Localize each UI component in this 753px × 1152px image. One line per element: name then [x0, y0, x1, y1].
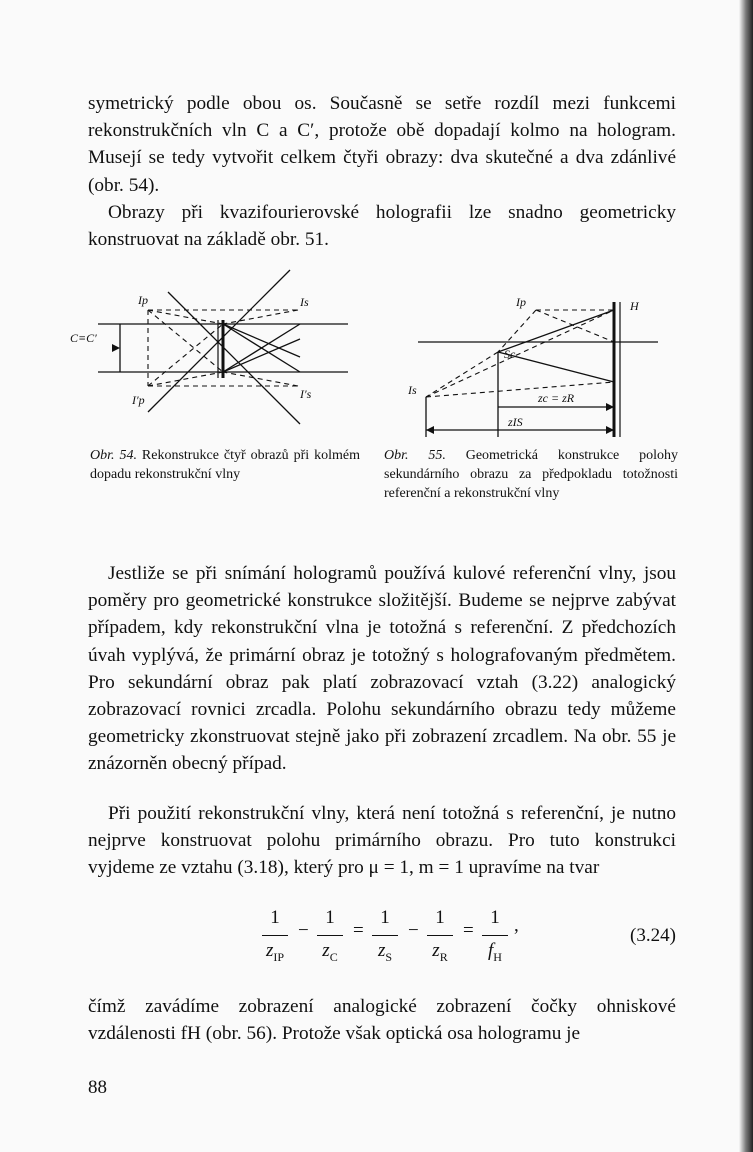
fraction-1-fh: 1 $f_H$	[480, 905, 510, 966]
minus-sign: −	[408, 920, 419, 941]
fig54-label-is: Is	[300, 295, 309, 309]
paragraph-4: Při použití rekonstrukční vlny, která není totožná s referenční, je nutno nejprve konstruovat polohu primárního obrazu. Pro tuto konstrukci vyjdeme ze vztahu (3.18), který pro μ = 1, m = 1 upravíme na tvar	[88, 803, 676, 879]
fraction-1-zs: 1 $z_S$	[370, 905, 400, 966]
fig55-label-ip: Ip	[516, 295, 526, 309]
figure-54	[68, 262, 368, 437]
fig54-label-ip: Ip	[138, 293, 148, 307]
caption-fig-54-label: Obr. 54.	[90, 448, 137, 463]
paragraph-3: Jestliže se při snímání hologramů používá kulové referenční vlny, jsou poměry pro geometrické konstrukce složitější. Budeme se nejprve zabývat případem, kdy rekonstrukční vlna je totožná s referenční. Z předchozích úvah vyplývá, že primární obraz je totožný s holografovaným předmětem. Pro sekundární obraz pak platí zobrazovací vztah (3.22) analogický zobrazovací rovnici zrcadla. Polohu sekundárního obrazu tedy můžeme geometricky zkonstruovat stejně jako při zobrazení zrcadlem. Na obr. 55 je znázorněn obecný případ.	[88, 563, 676, 775]
paragraph-5: čímž zavádíme zobrazení analogické zobrazení čočky ohniskové vzdálenosti fH (obr. 56). Protože však optická osa hologramu je	[88, 996, 676, 1045]
fig55-label-is: Is	[408, 383, 417, 397]
fig55-label-h: H	[630, 299, 639, 313]
paragraph-1: symetrický podle obou os. Současně se setře rozdíl mezi funkcemi rekonstrukčních vln C a C′, protože obě dopadají kolmo na hologram. Musejí se tedy vytvořit celkem čtyři obrazy: dva skutečné a dva zdánlivé (obr. 54).	[88, 93, 676, 196]
fraction-1-zip: 1 $z_{IP}$	[260, 905, 290, 966]
fig54-label-ip-prime: I′p	[132, 393, 145, 407]
caption-fig-54	[90, 446, 360, 484]
fig55-label-sc: Sc	[504, 347, 516, 361]
page-number: 88	[88, 1077, 107, 1098]
caption-fig-55-label: Obr. 55.	[384, 448, 446, 463]
paragraph-2: Obrazy při kvazifourierovské holografii lze snadno geometricky konstruovat na základě obr. 51.	[88, 202, 676, 251]
equals-sign: =	[463, 920, 474, 941]
fraction-1-zc: 1 $z_C$	[315, 905, 345, 966]
caption-fig-55-text: Geometrická konstrukce polohy sekundárního obrazu za předpokladu totožnosti referenční a rekonstrukční vlny	[384, 448, 678, 501]
caption-fig-55	[384, 446, 678, 503]
caption-fig-54-text: Rekonstrukce čtyř obrazů při kolmém dopadu rekonstrukční vlny	[90, 448, 360, 482]
minus-sign: −	[298, 920, 309, 941]
fig55-label-zis: zIS	[508, 415, 523, 429]
fig54-label-c: C≡C′	[70, 331, 97, 345]
comma: ,	[514, 915, 519, 936]
fig55-label-zc: zc = zR	[538, 391, 575, 405]
equals-sign: =	[353, 920, 364, 941]
page-edge-shadow	[739, 0, 753, 1152]
equation-number: (3.24)	[630, 925, 676, 946]
fig54-label-is-prime: I′s	[300, 387, 312, 401]
equation-3-24	[260, 905, 680, 975]
figure-55	[398, 282, 668, 442]
fraction-1-zr: 1 $z_R$	[425, 905, 455, 966]
